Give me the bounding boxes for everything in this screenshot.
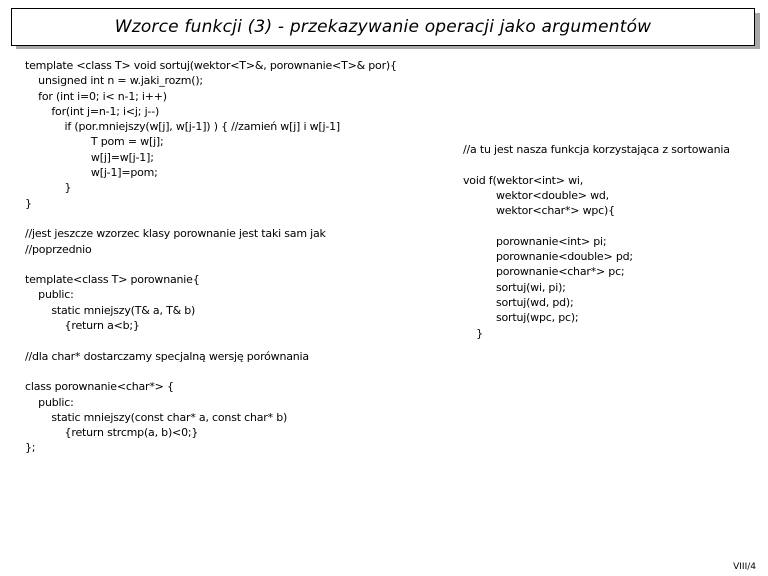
title-box — [11, 8, 755, 46]
slide-number: VIII/4 — [733, 562, 756, 572]
template-code-listing: template <class T> void sortuj(wektor<T>&, porownanie<T>& por){ unsigned int n = w.jaki_rozm(); for (int i=0; i< n-1; i++) for(int j=n-1; i<j; j--) if (por.mniejszy(w[j], w[j-1]) ) { //zamień w[j] i w[j-1] T pom = w[j]; w[j]=w[j-1]; w[j-1]=pom; } } //jest jeszcze wzorzec klasy porownanie jest taki sam jak //poprzednio template<class T> porownanie{ public: static mniejszy(T& a, T& b) {return a<b;} //dla char* dostarczamy specjalną wersję porównania class porownanie<char*> { public: static mniejszy(const char* a, const char* b) {return strcmp(a, b)<0;} }; — [25, 59, 397, 455]
usage-code-listing: //a tu jest nasza funkcja korzystająca z sortowania void f(wektor<int> wi, wektor<double> wd, wektor<char*> wpc){ porownanie<int> pi; porownanie<double> pd; porownanie<char*> pc; sortuj(wi, pi); sortuj(wd, pd); sortuj(wpc, pc); } — [463, 143, 730, 340]
slide-title: Wzorce funkcji (3) - przekazywanie operacji jako argumentów — [114, 17, 652, 37]
